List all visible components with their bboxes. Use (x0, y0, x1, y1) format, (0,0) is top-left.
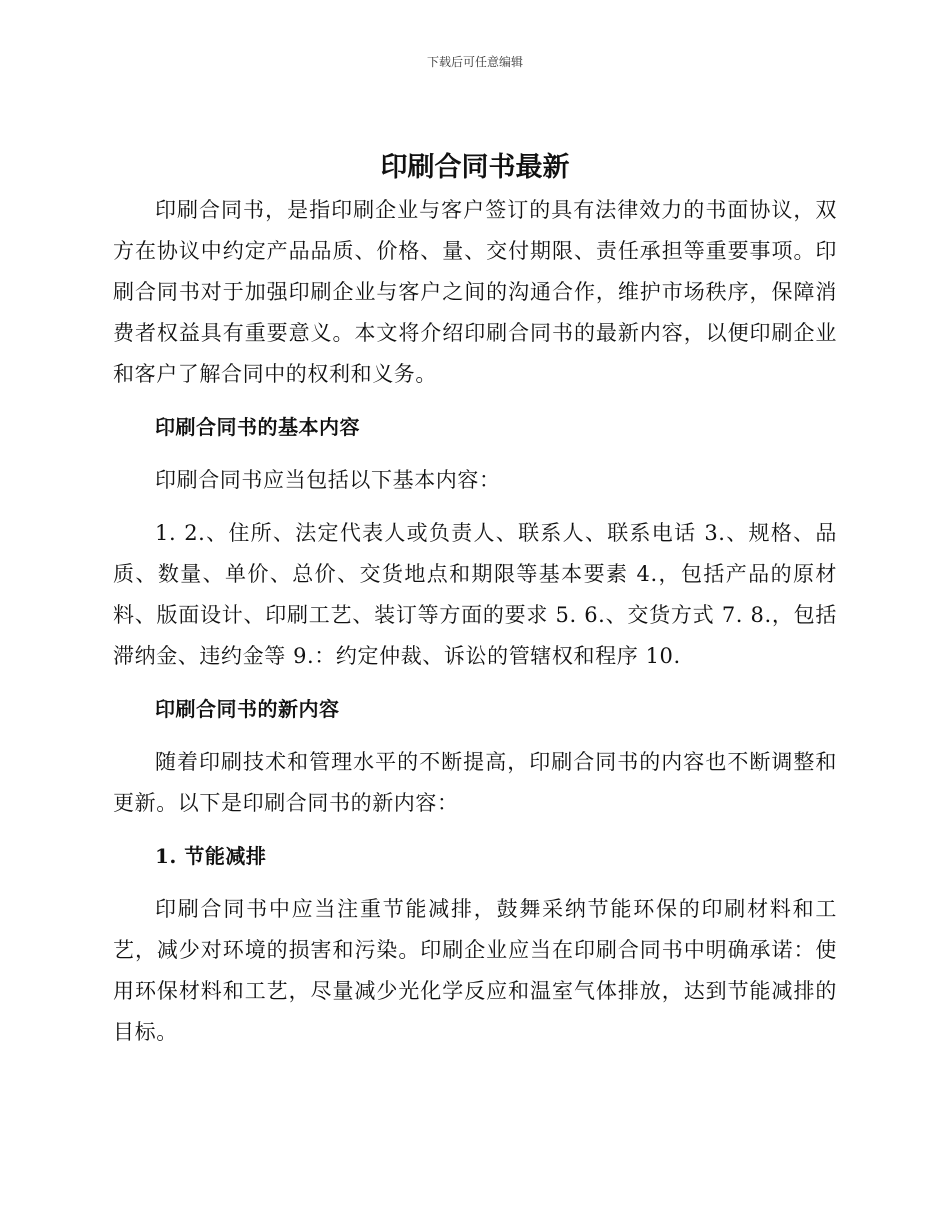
basic-content-lead-paragraph: 印刷合同书应当包括以下基本内容： (155, 468, 501, 492)
document-body (113, 190, 837, 1053)
intro-paragraph: 印刷合同书，是指印刷企业与客户签订的具有法律效力的书面协议，双方在协议中约定产品品质、价格、量、交付期限、责任承担等重要事项。印刷合同书对于加强印刷企业与客户之间的沟通合作，维护市场秩序，保障消费者权益具有重要意义。本文将介绍印刷合同书的最新内容，以便印刷企业和客户了解合同中的权利和义务。 (113, 198, 837, 386)
energy-saving-paragraph: 印刷合同书中应当注重节能减排，鼓舞采纳节能环保的印刷材料和工艺，减少对环境的损害和污染。印刷企业应当在印刷合同书中明确承诺：使用环保材料和工艺，尽量减少光化学反应和温室气体排放，达到节能减排的目标。 (113, 897, 837, 1044)
basic-content-list-paragraph: 1. 2.、住所、法定代表人或负责人、联系人、联系电话 3.、规格、品质、数量、单价、总价、交货地点和期限等基本要素 4.，包括产品的原材料、版面设计、印刷工艺、装订等方面的要求 5. 6.、交货方式 7. 8.，包括滞纳金、违约金等 9.：约定仲裁、诉讼的管辖权和程序 10. (113, 521, 837, 668)
document-title: 印刷合同书最新 (380, 152, 570, 183)
page-header: 下载后可任意编辑 (426, 55, 523, 69)
section-heading-new-content: 印刷合同书的新内容 (155, 697, 340, 721)
section-heading-basic-content: 印刷合同书的基本内容 (155, 415, 360, 439)
subheading-energy-saving: 1. 节能减排 (155, 844, 267, 868)
new-content-lead-paragraph: 随着印刷技术和管理水平的不断提高，印刷合同书的内容也不断调整和更新。以下是印刷合同书的新内容： (113, 750, 837, 815)
